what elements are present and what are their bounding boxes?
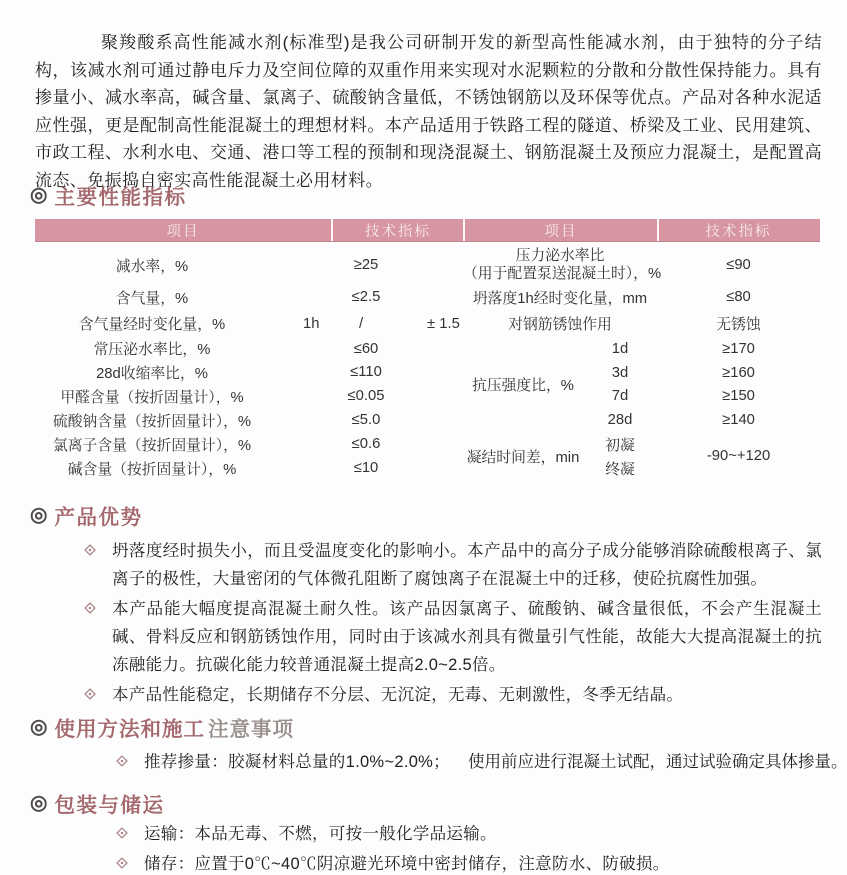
- age-label: 7d: [611, 388, 629, 405]
- row-value: ≤2.5: [351, 289, 381, 305]
- table-row: [35, 408, 463, 432]
- setting-initial-label: 初凝: [605, 437, 635, 454]
- usage-section-heading: [30, 712, 294, 742]
- row-label: 减水率，%: [115, 258, 189, 275]
- row-value: ≤90: [726, 257, 751, 273]
- table-row: [35, 337, 463, 360]
- performance-table-body: [35, 242, 820, 480]
- performance-section-heading: [30, 180, 186, 210]
- usage-section-title: 使用方法和施工: [54, 718, 205, 741]
- row-value: ≤80: [726, 289, 751, 305]
- list-item: [118, 748, 847, 776]
- row-value: ≤5.0: [351, 412, 381, 428]
- diamond-bullet-icon: [118, 850, 144, 875]
- trial-mix-note: 使用前应进行混凝土试配，通过试验确定具体掺量。: [468, 753, 847, 771]
- diamond-bullet-icon: [118, 820, 144, 848]
- row-value: -90~+120: [706, 448, 771, 464]
- row-separator: /: [359, 315, 364, 332]
- bullet-text: 本产品性能稳定，长期储存不分层、无沉淀，无毒、无刺激性，冬季无结晶。: [112, 686, 684, 704]
- list-item: [118, 850, 828, 875]
- row-value: ≥170: [722, 340, 755, 357]
- diamond-bullet-icon: [86, 537, 112, 593]
- age-label: 28d: [607, 412, 633, 429]
- header-cell-spec-right: 技术指标: [657, 219, 818, 241]
- row-label: 含气量，%: [115, 290, 189, 307]
- performance-section-title: 主要性能指标: [54, 186, 187, 209]
- table-left-half: [35, 246, 463, 480]
- table-row: [35, 284, 463, 310]
- row-value: ≤0.6: [351, 436, 381, 452]
- row-value: ≤60: [353, 340, 379, 357]
- row-label: 28d收缩率比，%: [96, 365, 208, 382]
- table-row: [35, 384, 463, 408]
- group-label: 凝结时间差，min: [466, 449, 580, 466]
- row-value: ≤10: [353, 460, 379, 476]
- advantages-section-title: 产品优势: [54, 506, 143, 529]
- group-sub-labels: [583, 337, 657, 432]
- packaging-bullet-list: [118, 820, 828, 875]
- setting-time-group: [463, 432, 820, 480]
- diamond-bullet-icon: [86, 595, 112, 679]
- row-label: 氯离子含量（按折固量计），%: [52, 437, 252, 454]
- header-cell-spec-left: 技术指标: [331, 219, 463, 241]
- performance-table: [35, 219, 820, 480]
- group-label: 抗压强度比，%: [472, 378, 574, 394]
- row-value: ≥150: [722, 388, 755, 405]
- row-value: 无锈蚀: [716, 317, 761, 333]
- table-row: [35, 360, 463, 384]
- list-item: [86, 537, 822, 593]
- setting-final-label: 终凝: [605, 461, 635, 478]
- age-label: 3d: [611, 364, 629, 381]
- packaging-section-heading: [30, 788, 164, 818]
- usage-bullet-list: [118, 748, 847, 778]
- row-value: ≤110: [350, 364, 382, 380]
- table-row: [35, 432, 463, 456]
- performance-table-header: [35, 219, 820, 242]
- row-label: [463, 247, 662, 282]
- row-value: ± 1.5: [427, 315, 460, 332]
- list-item: [118, 820, 828, 848]
- group-values: [657, 337, 820, 432]
- transport-text: 运输：本品无毒、不燃，可按一般化学品运输。: [144, 825, 497, 843]
- section-marker-icon: ◎: [30, 716, 48, 738]
- dosage-text: 推荐掺量：胶凝材料总量的1.0%~2.0%；: [144, 753, 450, 771]
- row-label: 坍落度1h经时变化量，mm: [472, 290, 648, 307]
- table-row: [35, 246, 463, 284]
- list-item: [86, 681, 822, 709]
- row-label: 对钢筋锈蚀作用: [508, 317, 612, 333]
- strength-ratio-group: [463, 337, 820, 432]
- row-label-line2: （用于配置泵送混凝土时），%: [463, 265, 662, 282]
- packaging-section-title: 包装与储运: [54, 794, 165, 817]
- table-row: [463, 284, 820, 310]
- row-label-line1: 压力泌水率比: [515, 247, 605, 264]
- header-cell-item-right: 项目: [463, 219, 657, 241]
- table-row: [35, 456, 463, 480]
- table-right-half: [463, 246, 820, 480]
- table-row: [463, 310, 820, 337]
- row-label: 含气量经时变化量，%: [78, 317, 226, 333]
- list-item: [86, 595, 822, 679]
- storage-text: 储存：应置于0℃~40℃阴凉避光环境中密封储存，注意防水、防破损。: [144, 855, 670, 873]
- row-value: ≥140: [722, 412, 755, 429]
- age-label: 1d: [611, 340, 629, 357]
- row-sub-label: 1h: [303, 315, 320, 332]
- intro-paragraph: 聚羧酸系高性能减水剂(标准型)是我公司研制开发的新型高性能减水剂，由于独特的分子结构，该减水剂可通过静电斥力及空间位障的双重作用来实现对水泥颗粒的分散和分散性保持能力。具有掺量小、减水率高，碱含量、氯离子、硫酸钠含量低，不锈蚀钢筋以及环保等优点。产品对各种水泥适应性强，更是配制高性能混凝土的理想材料。本产品适用于铁路工程的隧道、桥梁及工业、民用建筑、市政工程、水利水电、交通、港口等工程的预制和现浇混凝土、钢筋混凝土及预应力混凝土，是配置高流态、免振捣自密实高性能混凝土必用材料。: [35, 33, 822, 190]
- group-sub-labels: [583, 432, 657, 480]
- section-marker-icon: ◎: [30, 792, 48, 814]
- usage-section-title-tail: 注意事项: [207, 718, 294, 741]
- diamond-bullet-icon: [86, 681, 112, 709]
- table-row: [463, 246, 820, 284]
- section-marker-icon: ◎: [30, 184, 48, 206]
- advantages-bullet-list: [86, 537, 822, 711]
- row-label: 硫酸钠含量（按折固量计），%: [52, 413, 252, 430]
- table-row: [35, 310, 463, 337]
- row-label: 碱含量（按折固量计），%: [67, 461, 237, 478]
- section-marker-icon: ◎: [30, 504, 48, 526]
- bullet-text: 坍落度经时损失小，而且受温度变化的影响小。本产品中的高分子成分能够消除硫酸根离子、氯离子的极性，大量密闭的气体微孔阻断了腐蚀离子在混凝土中的迁移，使砼抗腐性加强。: [112, 542, 822, 588]
- advantages-section-heading: [30, 500, 142, 530]
- row-value: ≤0.05: [347, 388, 385, 404]
- row-label: 甲醛含量（按折固量计），%: [60, 389, 244, 406]
- row-value: ≥160: [722, 364, 755, 381]
- header-cell-item-left: 项目: [166, 223, 200, 240]
- row-label: 常压泌水率比，%: [93, 342, 211, 358]
- diamond-bullet-icon: [118, 748, 144, 776]
- bullet-text: 本产品能大幅度提高混凝土耐久性。该产品因氯离子、硫酸钠、碱含量很低，不会产生混凝土碱、骨料反应和钢筋锈蚀作用，同时由于该减水剂具有微量引气性能，故能大大提高混凝土的抗冻融能力。抗碳化能力较普通混凝土提高2.0~2.5倍。: [112, 600, 822, 674]
- row-value: ≥25: [353, 257, 379, 273]
